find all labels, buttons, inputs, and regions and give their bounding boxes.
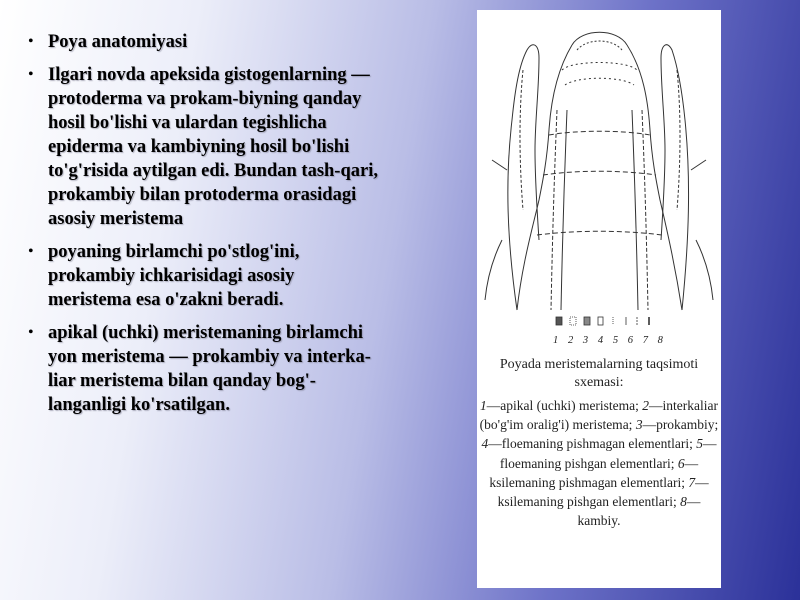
- bullet-text: Poya anatomiyasi: [48, 32, 188, 52]
- legend-entry: 7—ksilemaning pishgan elementlari;: [497, 474, 709, 510]
- bullet-dot-icon: •: [28, 66, 34, 83]
- legend-number: 6: [627, 335, 634, 346]
- bullet-dot-icon: •: [28, 243, 34, 260]
- legend-number: 3: [582, 335, 589, 346]
- bullet-dot-icon: •: [28, 324, 34, 341]
- bullet-dot-icon: •: [28, 33, 34, 50]
- shoot-apex-diagram: [477, 10, 721, 330]
- legend-number: 8: [657, 335, 663, 346]
- legend-entry: 3—prokambiy;: [635, 417, 719, 433]
- legend-number: 4: [597, 335, 604, 346]
- bullet-item: [22, 240, 382, 312]
- legend-number: 1: [553, 335, 559, 346]
- legend-number: 7: [642, 335, 648, 346]
- figure-caption-title: Poyada meristemalarning taqsimoti sxemasi:: [499, 357, 699, 390]
- legend-entry: 1—apikal (uchki) meristema;: [479, 398, 639, 413]
- bullet-list: [22, 30, 382, 426]
- bullet-text: apikal (uchki) meristemaning birlamchi yon meristema — prokambiy va interka-liar meristema bilan qanday bog'-langanligi ko'rsatilgan.: [48, 323, 371, 415]
- legend-numbers: [553, 335, 663, 346]
- legend-number: 5: [612, 335, 619, 346]
- legend-entry: 8—kambiy.: [577, 494, 701, 529]
- bullet-item: [22, 63, 382, 231]
- legend-entry: 6—ksilemaning pishmagan elementlari;: [489, 455, 699, 490]
- legend-entry: 4—floemaning pishmagan elementlari;: [481, 436, 693, 452]
- figure-legend: [477, 396, 721, 530]
- bullet-item: [22, 30, 382, 54]
- legend-entry: 2—interkaliar (bo'g'im oralig'i) meristema;: [479, 398, 719, 433]
- bullet-text: poyaning birlamchi po'stlog'ini, prokambiy ichkarisidagi asosiy meristema esa o'zakni beradi.: [48, 242, 300, 310]
- legend-entry: 5—floemaning pishgan elementlari;: [499, 436, 717, 471]
- bullet-text: Ilgari novda apeksida gistogenlarning — protoderma va prokam-biyning qanday hosil bo'lishi va ulardan tegishlicha epiderma va kambiyning hosil bo'lishi to'g'risida aytilgan edi. Bundan tash-qari, prokambiy bilan protoderma orasidagi asosiy meristema: [48, 65, 378, 229]
- bullet-item: [22, 321, 382, 417]
- legend-number: 2: [567, 335, 574, 346]
- meristem-figure: [477, 10, 721, 588]
